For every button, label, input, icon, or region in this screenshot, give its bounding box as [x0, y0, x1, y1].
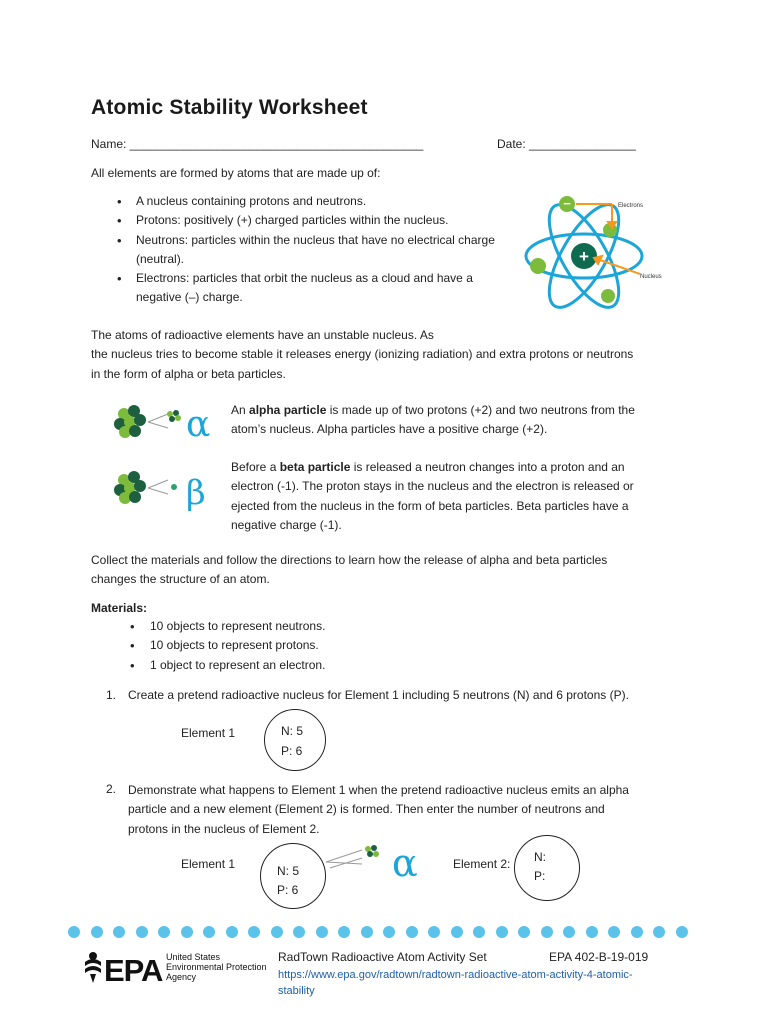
- activity-set-name: RadTown Radioactive Atom Activity Set: [278, 950, 487, 964]
- epa-wordmark: EPA: [104, 953, 163, 986]
- element1-nucleus-circle: N: 5 P: 6: [260, 843, 326, 909]
- radioactive-paragraph: The atoms of radioactive elements have an unstable nucleus. As the nucleus tries to become stable it releases energy (ionizing radiation) and extra protons or neutrons in the form of alpha or beta particles.: [91, 328, 634, 381]
- list-item: • 10 objects to represent neutrons.: [130, 617, 325, 636]
- materials-heading: Materials:: [91, 601, 148, 615]
- electrons-label: Electrons: [618, 203, 644, 209]
- nucleus-label: Nucleus: [640, 274, 662, 280]
- list-item: • Neutrons: particles within the nucleus that have no electrical charge (neutral).: [117, 231, 497, 270]
- list-item: • A nucleus containing protons and neutrons.: [117, 192, 497, 211]
- materials-list: [130, 617, 325, 675]
- particle-icon: [530, 258, 546, 274]
- list-item: • 1 object to represent an electron.: [130, 656, 325, 675]
- svg-text:−: −: [563, 196, 571, 211]
- epa-flower-icon: [85, 952, 101, 983]
- element1-nucleus-circle: N: 5 P: 6: [264, 709, 326, 771]
- collect-paragraph: Collect the materials and follow the directions to learn how the release of alpha and beta particles changes the structure of an atom.: [91, 553, 608, 587]
- list-item: • Electrons: particles that orbit the nucleus as a cloud and have a negative (–) charge.: [117, 269, 497, 308]
- document-number: EPA 402-B-19-019: [549, 950, 649, 964]
- intro-text: All elements are formed by atoms that are made up of:: [91, 166, 381, 180]
- atom-parts-list: [117, 192, 497, 308]
- page-title: Atomic Stability Worksheet: [91, 96, 368, 119]
- epa-logo: [82, 950, 278, 986]
- atom-diagram: [522, 190, 672, 330]
- dotted-divider: [68, 926, 688, 940]
- element1-label: Element 1: [181, 857, 236, 871]
- svg-text:United States: United States: [166, 952, 221, 962]
- list-item: • Protons: positively (+) charged particles within the nucleus.: [117, 211, 497, 230]
- beta-symbol: β: [186, 473, 206, 513]
- nucleus-cluster-icon: [114, 405, 146, 438]
- element1-label: Element 1: [181, 726, 236, 740]
- beta-emission-icon: [112, 466, 222, 520]
- step2-instruction: Demonstrate what happens to Element 1 when the pretend radioactive nucleus emits an alpha particle and a new element (Element 2) is formed. Then enter the number of neutrons and protons in the nucleus of Element 2.: [128, 783, 629, 836]
- step1-instruction: Create a pretend radioactive nucleus for Element 1 including 5 neutrons (N) and 6 protons (P).: [128, 688, 629, 702]
- nucleus-cluster-icon: [114, 471, 146, 504]
- electron-icon: [171, 484, 177, 490]
- svg-text:+: +: [579, 247, 589, 266]
- alpha-description: An alpha particle is made up of two protons (+2) and two neutrons from the atom’s nucleus. Alpha particles have a positive charge (+2).: [231, 403, 635, 437]
- beta-description: Before a beta particle is released a neutron changes into a proton and an electron (-1). The proton stays in the nucleus and the electron is released or ejected from the nucleus in the form of beta particles. Beta particles have a negative charge (-1).: [231, 460, 634, 532]
- list-item: • 10 objects to represent protons.: [130, 636, 325, 655]
- date-field[interactable]: Date: ________________: [497, 137, 636, 151]
- element2-nucleus-circle[interactable]: N: P:: [514, 835, 580, 901]
- step-number: 2.: [106, 782, 117, 796]
- svg-text:Agency: Agency: [166, 972, 197, 982]
- alpha-emission-icon: [322, 840, 432, 886]
- step-number: 1.: [106, 688, 117, 702]
- element2-label: Element 2:: [453, 857, 511, 871]
- particle-icon: [601, 289, 615, 303]
- alpha-symbol: α: [392, 841, 418, 885]
- resource-link[interactable]: https://www.epa.gov/radtown/radtown-radioactive-atom-activity-4-atomic- stability: [278, 969, 633, 997]
- name-field[interactable]: Name: ____________________________________________: [91, 137, 424, 151]
- alpha-emission-icon: [112, 400, 222, 448]
- svg-text:Environmental Protection: Environmental Protection: [166, 962, 267, 972]
- alpha-symbol: α: [186, 404, 211, 445]
